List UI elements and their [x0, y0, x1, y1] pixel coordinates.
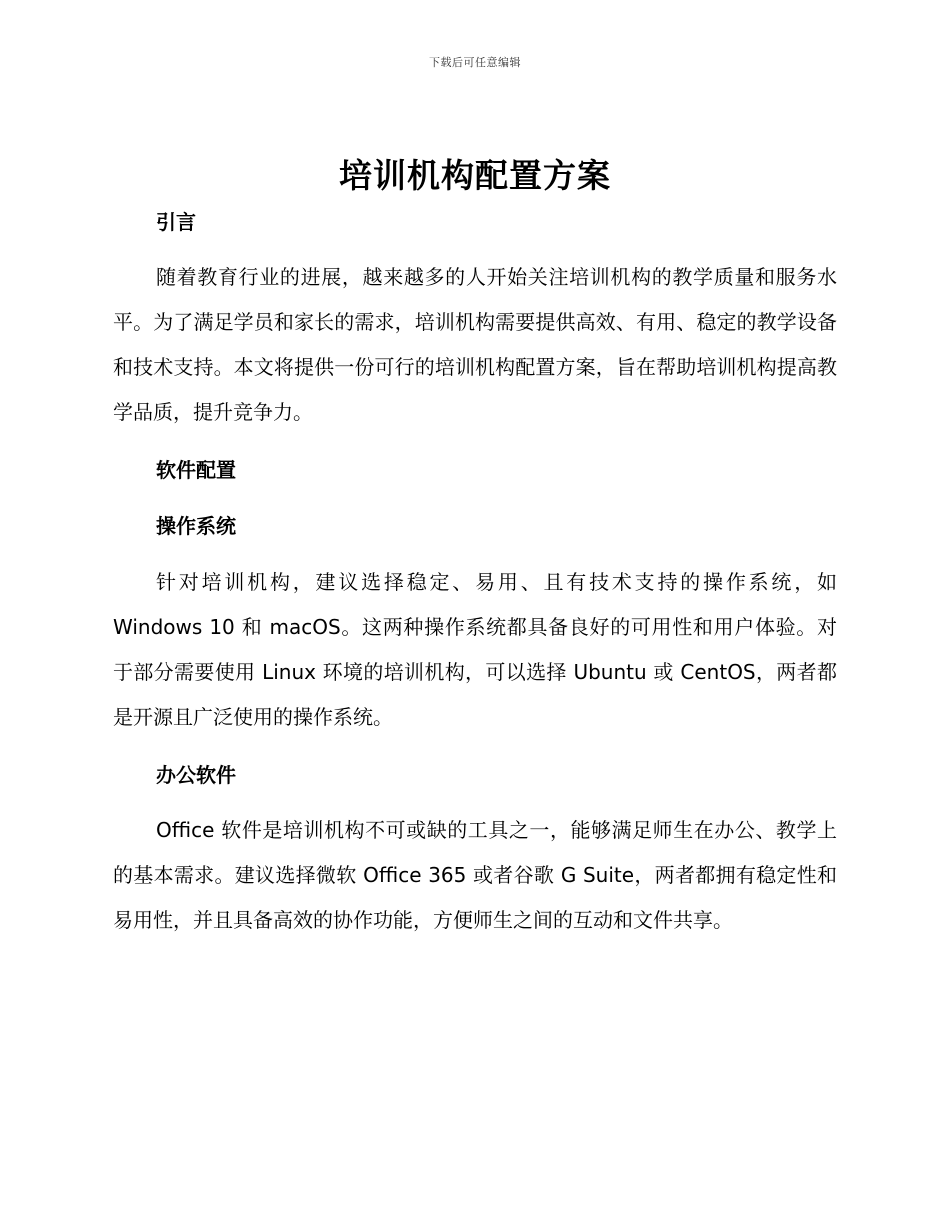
document-body	[113, 200, 837, 943]
operating-system-paragraph: 针对培训机构，建议选择稳定、易用、且有技术支持的操作系统，如 Windows 10 和 macOS。这两种操作系统都具备良好的可用性和用户体验。对于部分需要使用 Linux 环境的培训机构，可以选择 Ubuntu 或 CentOS，两者都是开源且广泛使用的操作系统。	[113, 570, 837, 729]
office-software-paragraph: Office 软件是培训机构不可或缺的工具之一，能够满足师生在办公、教学上的基本需求。建议选择微软 Office 365 或者谷歌 G Suite，两者都拥有稳定性和易用性，并且具备高效的协作功能，方便师生之间的互动和文件共享。	[113, 818, 837, 932]
operating-system-heading: 操作系统	[156, 514, 236, 538]
software-config-heading: 软件配置	[156, 458, 236, 482]
office-software-heading: 办公软件	[156, 763, 236, 787]
intro-paragraph: 随着教育行业的进展，越来越多的人开始关注培训机构的教学质量和服务水平。为了满足学员和家长的需求，培训机构需要提供高效、有用、稳定的教学设备和技术支持。本文将提供一份可行的培训机构配置方案，旨在帮助培训机构提高教学品质，提升竞争力。	[113, 265, 837, 424]
header-note: 下载后可任意编辑	[429, 56, 521, 69]
intro-heading: 引言	[156, 210, 196, 234]
document-title: 培训机构配置方案	[339, 156, 611, 195]
